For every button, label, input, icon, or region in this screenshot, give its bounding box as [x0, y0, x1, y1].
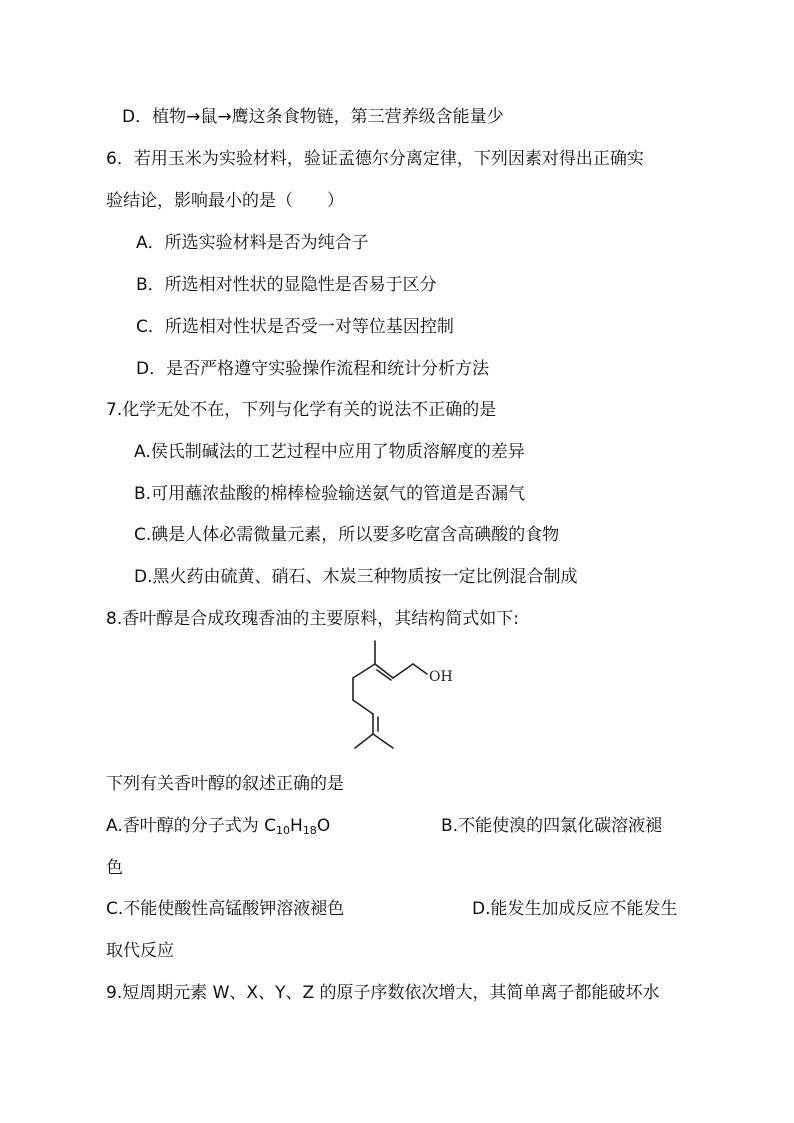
hydroxyl-label: OH	[429, 669, 453, 685]
q7-option-b: B.可用蘸浓盐酸的棉棒检验输送氨气的管道是否漏气	[134, 484, 526, 504]
q6-option-d: D．是否严格遵守实验操作流程和统计分析方法	[136, 359, 490, 379]
q8-option-a	[106, 815, 330, 837]
q8-option-a-sub1: 10	[276, 824, 291, 837]
q6-stem-line2: 验结论，影响最小的是（ ）	[106, 191, 344, 211]
q6-option-a: A．所选实验材料是否为纯合子	[136, 233, 369, 253]
q8-option-c: C.不能使酸性高锰酸钾溶液褪色	[106, 899, 345, 919]
geraniol-structure	[345, 638, 465, 753]
q6-stem-line1: 6．若用玉米为实验材料，验证孟德尔分离定律，下列因素对得出正确实	[106, 149, 644, 169]
q7-option-a: A.侯氏制碱法的工艺过程中应用了物质溶解度的差异	[134, 442, 525, 462]
q6-option-c: C．所选相对性状是否受一对等位基因控制	[136, 317, 454, 337]
q8-option-d-line1: D.能发生加成反应不能发生	[472, 899, 678, 919]
q8-option-d-line2: 取代反应	[106, 941, 174, 961]
q7-option-c: C.碘是人体必需微量元素，所以要多吃富含高碘酸的食物	[134, 525, 560, 545]
q8-option-b-line2: 色	[106, 858, 123, 878]
q8-question: 下列有关香叶醇的叙述正确的是	[106, 774, 344, 794]
q8-option-a-mid: H	[290, 816, 303, 836]
q8-option-a-prefix: A.香叶醇的分子式为 C	[106, 816, 277, 836]
q8-option-a-sub2: 18	[302, 824, 317, 837]
q8-stem: 8.香叶醇是合成玫瑰香油的主要原料，其结构简式如下:	[106, 609, 519, 629]
q7-stem: 7.化学无处不在，下列与化学有关的说法不正确的是	[106, 400, 497, 420]
q9-stem-line1: 9.短周期元素 W、X、Y、Z 的原子序数依次增大，其简单离子都能破坏水	[106, 983, 660, 1003]
q7-option-d: D.黑火药由硫黄、硝石、木炭三种物质按一定比例混合制成	[134, 567, 578, 587]
q6-option-b: B．所选相对性状的显隐性是否易于区分	[136, 275, 437, 295]
q8-option-a-suffix: O	[316, 816, 331, 836]
q8-option-b-line1: B.不能使溴的四氯化碳溶液褪	[441, 816, 663, 836]
q5-option-d: D．植物→鼠→鹰这条食物链，第三营养级含能量少	[122, 107, 504, 127]
